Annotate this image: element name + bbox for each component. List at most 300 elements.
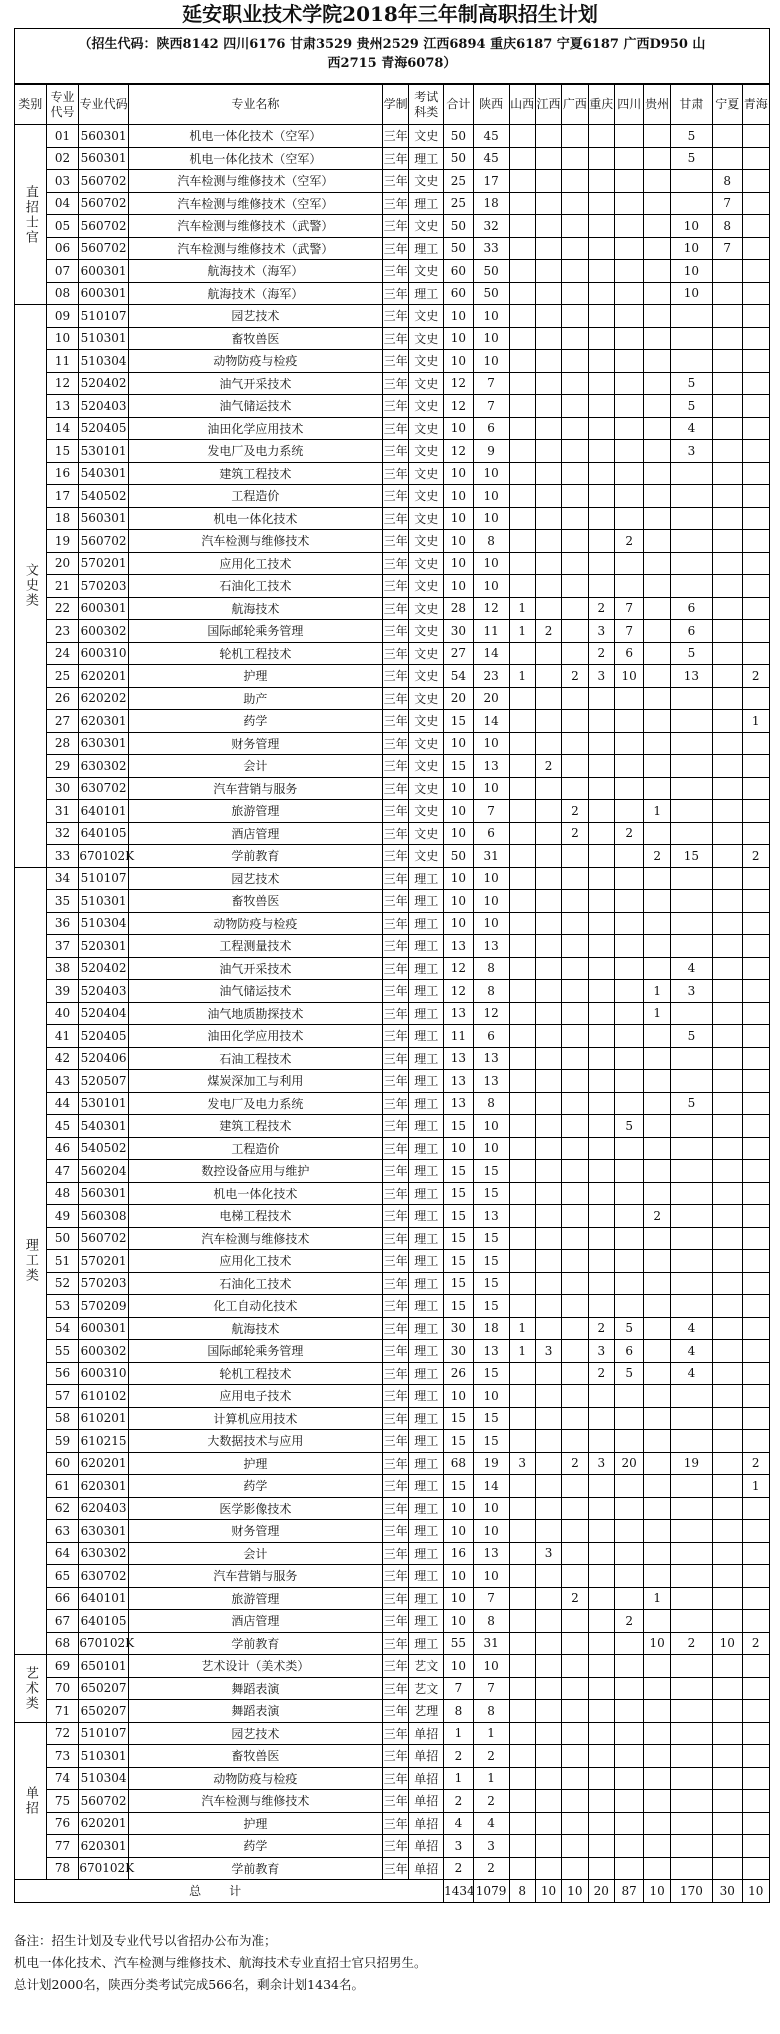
table-cell (588, 1002, 614, 1025)
table-row (15, 1655, 770, 1678)
table-cell (509, 192, 535, 215)
table-cell (742, 1295, 770, 1318)
table-cell (742, 1767, 770, 1790)
table-cell: 文史 (409, 800, 444, 823)
table-cell (712, 665, 742, 688)
table-cell: 10 (473, 575, 509, 598)
table-cell: 68 (444, 1452, 474, 1475)
table-cell: 理工 (409, 1542, 444, 1565)
table-cell (644, 1182, 670, 1205)
table-cell: 三年 (382, 710, 408, 733)
table-cell (562, 147, 588, 170)
table-cell: 三年 (382, 440, 408, 463)
table-cell (509, 1857, 535, 1880)
table-cell: 2 (562, 665, 588, 688)
table-cell (670, 1700, 712, 1723)
table-cell (535, 1790, 561, 1813)
table-cell (742, 1047, 770, 1070)
table-cell (712, 372, 742, 395)
table-cell (742, 1407, 770, 1430)
column-header: 四川 (614, 85, 644, 125)
table-cell (588, 980, 614, 1003)
table-row (15, 327, 770, 350)
table-cell (535, 822, 561, 845)
table-cell: 文史 (409, 305, 444, 328)
table-cell: 汽车检测与维修技术（武警） (128, 237, 382, 260)
table-cell: 1 (509, 665, 535, 688)
table-cell (670, 1790, 712, 1813)
table-cell: 26 (444, 1362, 474, 1385)
table-cell (742, 1002, 770, 1025)
table-cell (588, 935, 614, 958)
table-cell (644, 1115, 670, 1138)
table-cell: 理工 (409, 1227, 444, 1250)
table-cell (712, 935, 742, 958)
table-cell (614, 1857, 644, 1880)
table-cell (670, 1857, 712, 1880)
table-cell (535, 1677, 561, 1700)
table-cell: 10 (46, 327, 79, 350)
table-cell: 7 (473, 372, 509, 395)
table-cell (712, 1700, 742, 1723)
table-cell: 2 (588, 597, 614, 620)
table-cell (644, 170, 670, 193)
table-row (15, 552, 770, 575)
table-cell: 三年 (382, 1205, 408, 1228)
table-cell: 12 (444, 372, 474, 395)
table-cell (562, 507, 588, 530)
note-line: 机电一体化技术、汽车检测与维修技术、航海技术专业直招士官只招男生。 (14, 1955, 427, 1970)
table-row (15, 732, 770, 755)
table-cell (562, 687, 588, 710)
table-cell: 三年 (382, 1025, 408, 1048)
table-cell: 570203 (79, 1272, 129, 1295)
table-cell (712, 755, 742, 778)
table-cell: 600302 (79, 620, 129, 643)
table-cell: 油气储运技术 (128, 980, 382, 1003)
table-cell: 560702 (79, 1227, 129, 1250)
table-cell (644, 1542, 670, 1565)
table-cell (644, 1160, 670, 1183)
table-cell (644, 1295, 670, 1318)
table-cell (509, 957, 535, 980)
table-cell: 11 (473, 620, 509, 643)
table-cell: 理工 (409, 1340, 444, 1363)
table-cell (509, 1362, 535, 1385)
table-cell (670, 1722, 712, 1745)
table-row (15, 1272, 770, 1295)
table-cell (535, 1160, 561, 1183)
table-cell (614, 845, 644, 868)
table-cell: 理工 (409, 147, 444, 170)
table-cell: 15 (444, 1205, 474, 1228)
table-cell (712, 1137, 742, 1160)
table-cell: 620202 (79, 687, 129, 710)
table-cell: 560702 (79, 530, 129, 553)
table-row (15, 1250, 770, 1273)
table-cell: 15 (473, 1250, 509, 1273)
table-cell: 570201 (79, 552, 129, 575)
table-cell (588, 912, 614, 935)
table-cell (670, 912, 712, 935)
table-cell: 78 (46, 1857, 79, 1880)
column-header: 专业代码 (79, 85, 129, 125)
total-cell: 20 (588, 1880, 614, 1903)
table-cell: 2 (562, 1587, 588, 1610)
table-cell (712, 710, 742, 733)
table-cell (614, 1565, 644, 1588)
category-cell: 单招 (15, 1722, 47, 1880)
table-cell: 15 (444, 1160, 474, 1183)
table-cell (588, 1137, 614, 1160)
table-cell (644, 755, 670, 778)
table-cell (614, 1745, 644, 1768)
table-cell: 11 (46, 350, 79, 373)
table-cell: 三年 (382, 620, 408, 643)
table-row (15, 485, 770, 508)
table-cell: 18 (473, 1317, 509, 1340)
table-cell: 理工 (409, 1430, 444, 1453)
table-row (15, 1340, 770, 1363)
table-cell: 510304 (79, 350, 129, 373)
table-cell (742, 1812, 770, 1835)
table-cell: 1 (644, 1002, 670, 1025)
table-cell (509, 687, 535, 710)
table-cell (712, 485, 742, 508)
table-cell (588, 1497, 614, 1520)
table-cell (742, 372, 770, 395)
table-cell (562, 462, 588, 485)
table-cell: 理工 (409, 1362, 444, 1385)
table-cell (644, 1767, 670, 1790)
table-cell (562, 1340, 588, 1363)
table-cell: 67 (46, 1610, 79, 1633)
table-cell: 520406 (79, 1047, 129, 1070)
table-cell: 7 (444, 1677, 474, 1700)
table-cell: 三年 (382, 417, 408, 440)
table-cell: 600310 (79, 1362, 129, 1385)
table-cell (742, 1835, 770, 1858)
table-cell (644, 665, 670, 688)
table-cell: 600302 (79, 1340, 129, 1363)
table-cell: 46 (46, 1137, 79, 1160)
table-cell (742, 1092, 770, 1115)
table-cell: 49 (46, 1205, 79, 1228)
table-row (15, 1835, 770, 1858)
table-cell: 2 (562, 1452, 588, 1475)
table-cell: 2 (742, 1632, 770, 1655)
table-cell: 文史 (409, 755, 444, 778)
table-cell: 75 (46, 1790, 79, 1813)
table-cell (509, 417, 535, 440)
table-cell: 7 (712, 192, 742, 215)
table-cell (670, 1137, 712, 1160)
table-row (15, 125, 770, 148)
table-cell: 15 (444, 1475, 474, 1498)
table-cell (588, 1407, 614, 1430)
table-cell (509, 237, 535, 260)
table-cell (670, 1677, 712, 1700)
table-cell: 15 (473, 1182, 509, 1205)
table-cell: 护理 (128, 1812, 382, 1835)
table-cell: 10 (444, 575, 474, 598)
table-cell (535, 417, 561, 440)
table-cell: 三年 (382, 1430, 408, 1453)
total-cell: 10 (644, 1880, 670, 1903)
table-cell (509, 1475, 535, 1498)
table-cell (712, 575, 742, 598)
table-cell: 7 (473, 1587, 509, 1610)
table-cell: 520507 (79, 1070, 129, 1093)
table-cell (509, 305, 535, 328)
table-cell (712, 1227, 742, 1250)
table-cell (509, 552, 535, 575)
table-cell (509, 395, 535, 418)
table-cell (644, 1092, 670, 1115)
table-cell: 三年 (382, 1745, 408, 1768)
table-cell: 15 (46, 440, 79, 463)
table-cell: 45 (473, 147, 509, 170)
table-cell (535, 440, 561, 463)
table-cell (535, 1317, 561, 1340)
table-cell: 15 (670, 845, 712, 868)
table-cell: 国际邮轮乘务管理 (128, 1340, 382, 1363)
table-cell (535, 350, 561, 373)
table-cell (588, 530, 614, 553)
table-cell: 610102 (79, 1385, 129, 1408)
table-cell: 三年 (382, 215, 408, 238)
table-cell: 单招 (409, 1722, 444, 1745)
table-cell: 三年 (382, 485, 408, 508)
table-cell: 620403 (79, 1497, 129, 1520)
table-cell: 3 (535, 1340, 561, 1363)
table-cell (670, 305, 712, 328)
table-cell: 2 (473, 1857, 509, 1880)
table-cell (535, 845, 561, 868)
table-cell: 10 (444, 1565, 474, 1588)
table-cell: 35 (46, 890, 79, 913)
table-cell (712, 1295, 742, 1318)
table-cell (588, 237, 614, 260)
column-header: 宁夏 (712, 85, 742, 125)
table-cell (509, 1025, 535, 1048)
table-cell (614, 1137, 644, 1160)
table-cell: 2 (644, 1205, 670, 1228)
table-cell: 文史 (409, 507, 444, 530)
table-cell: 应用化工技术 (128, 1250, 382, 1273)
table-cell (535, 800, 561, 823)
table-cell: 理工 (409, 1295, 444, 1318)
notes (14, 1930, 770, 1996)
table-row (15, 620, 770, 643)
table-cell (562, 1070, 588, 1093)
table-cell: 50 (444, 845, 474, 868)
table-cell (742, 1857, 770, 1880)
table-cell (614, 1070, 644, 1093)
table-cell (535, 957, 561, 980)
table-cell: 三年 (382, 1070, 408, 1093)
table-cell: 财务管理 (128, 732, 382, 755)
table-cell (588, 1272, 614, 1295)
table-cell: 560702 (79, 1790, 129, 1813)
table-cell (670, 1610, 712, 1633)
table-cell (670, 1430, 712, 1453)
table-cell (562, 935, 588, 958)
table-cell (742, 485, 770, 508)
table-cell (742, 350, 770, 373)
table-cell: 3 (535, 1542, 561, 1565)
table-cell: 三年 (382, 350, 408, 373)
table-row (15, 957, 770, 980)
table-cell: 530101 (79, 440, 129, 463)
table-cell: 10 (473, 890, 509, 913)
table-cell (712, 1565, 742, 1588)
table-cell (712, 507, 742, 530)
table-cell (509, 462, 535, 485)
table-cell (588, 687, 614, 710)
table-cell (509, 1610, 535, 1633)
table-cell (614, 1655, 644, 1678)
table-cell: 29 (46, 755, 79, 778)
table-cell: 动物防疫与检疫 (128, 1767, 382, 1790)
table-cell: 三年 (382, 530, 408, 553)
table-cell: 10 (473, 1520, 509, 1543)
table-cell: 理工 (409, 1407, 444, 1430)
table-cell: 45 (473, 125, 509, 148)
table-cell (742, 1362, 770, 1385)
table-cell: 理工 (409, 1250, 444, 1273)
table-cell (614, 1160, 644, 1183)
table-cell: 560702 (79, 170, 129, 193)
table-cell (588, 1025, 614, 1048)
table-cell (670, 755, 712, 778)
table-cell (644, 777, 670, 800)
table-cell: 10 (670, 282, 712, 305)
table-cell: 油气开采技术 (128, 372, 382, 395)
table-cell (509, 1002, 535, 1025)
table-cell: 560702 (79, 215, 129, 238)
table-cell (712, 260, 742, 283)
table-row (15, 1092, 770, 1115)
table-cell (509, 1722, 535, 1745)
table-cell: 7 (473, 395, 509, 418)
table-row (15, 1317, 770, 1340)
table-cell: 10 (444, 1610, 474, 1633)
table-cell: 50 (444, 125, 474, 148)
table-cell (588, 755, 614, 778)
table-cell (614, 350, 644, 373)
table-cell: 财务管理 (128, 1520, 382, 1543)
table-cell (712, 845, 742, 868)
table-cell (509, 1047, 535, 1070)
table-cell: 10 (473, 1115, 509, 1138)
table-cell: 汽车检测与维修技术（空军） (128, 170, 382, 193)
table-cell (562, 597, 588, 620)
table-cell: 汽车检测与维修技术（武警） (128, 215, 382, 238)
table-cell: 30 (444, 620, 474, 643)
table-cell (712, 1677, 742, 1700)
table-cell: 三年 (382, 552, 408, 575)
table-cell (644, 732, 670, 755)
table-cell: 10 (444, 912, 474, 935)
table-cell: 14 (46, 417, 79, 440)
table-cell: 3 (588, 1452, 614, 1475)
table-cell (644, 417, 670, 440)
table-cell: 学前教育 (128, 1857, 382, 1880)
table-cell (614, 147, 644, 170)
table-cell: 数控设备应用与维护 (128, 1160, 382, 1183)
table-cell (644, 1790, 670, 1813)
table-cell (535, 1002, 561, 1025)
table-cell: 32 (473, 215, 509, 238)
table-cell (614, 1295, 644, 1318)
table-cell: 28 (46, 732, 79, 755)
table-cell: 510107 (79, 305, 129, 328)
table-cell (509, 1250, 535, 1273)
column-header: 学制 (382, 85, 408, 125)
table-cell: 理工 (409, 867, 444, 890)
total-row (15, 1880, 770, 1903)
table-cell (535, 530, 561, 553)
note-line: 备注：招生计划及专业代号以省招办公布为准； (14, 1933, 277, 1948)
table-cell (644, 1520, 670, 1543)
table-cell: 36 (46, 912, 79, 935)
table-cell (712, 440, 742, 463)
table-cell (614, 710, 644, 733)
table-cell: 油气开采技术 (128, 957, 382, 980)
table-cell: 50 (46, 1227, 79, 1250)
table-cell (644, 1362, 670, 1385)
table-cell (535, 237, 561, 260)
table-cell (742, 957, 770, 980)
table-cell: 14 (473, 1475, 509, 1498)
table-cell (588, 1700, 614, 1723)
table-cell: 10 (444, 305, 474, 328)
table-cell (614, 1812, 644, 1835)
table-cell (588, 462, 614, 485)
table-cell (588, 1047, 614, 1070)
table-cell (670, 1115, 712, 1138)
total-cell: 1434 (444, 1880, 474, 1903)
table-cell (562, 1542, 588, 1565)
table-cell (644, 1745, 670, 1768)
table-cell (562, 1677, 588, 1700)
table-cell: 44 (46, 1092, 79, 1115)
table-cell: 3 (509, 1452, 535, 1475)
table-cell: 理工 (409, 1385, 444, 1408)
table-cell: 三年 (382, 1655, 408, 1678)
table-cell: 6 (670, 597, 712, 620)
table-cell (562, 440, 588, 463)
table-cell: 61 (46, 1475, 79, 1498)
table-cell (588, 1092, 614, 1115)
table-cell (644, 1722, 670, 1745)
table-cell: 540301 (79, 1115, 129, 1138)
table-cell (742, 867, 770, 890)
table-cell: 20 (614, 1452, 644, 1475)
table-cell: 10 (444, 530, 474, 553)
table-cell (562, 1092, 588, 1115)
table-cell: 机电一体化技术（空军） (128, 147, 382, 170)
table-cell (535, 642, 561, 665)
table-cell: 三年 (382, 1452, 408, 1475)
table-cell: 30 (444, 1340, 474, 1363)
table-cell: 6 (670, 620, 712, 643)
table-cell (535, 372, 561, 395)
table-cell: 航海技术（海军） (128, 282, 382, 305)
table-cell: 670102K (79, 1632, 129, 1655)
table-cell: 文史 (409, 170, 444, 193)
